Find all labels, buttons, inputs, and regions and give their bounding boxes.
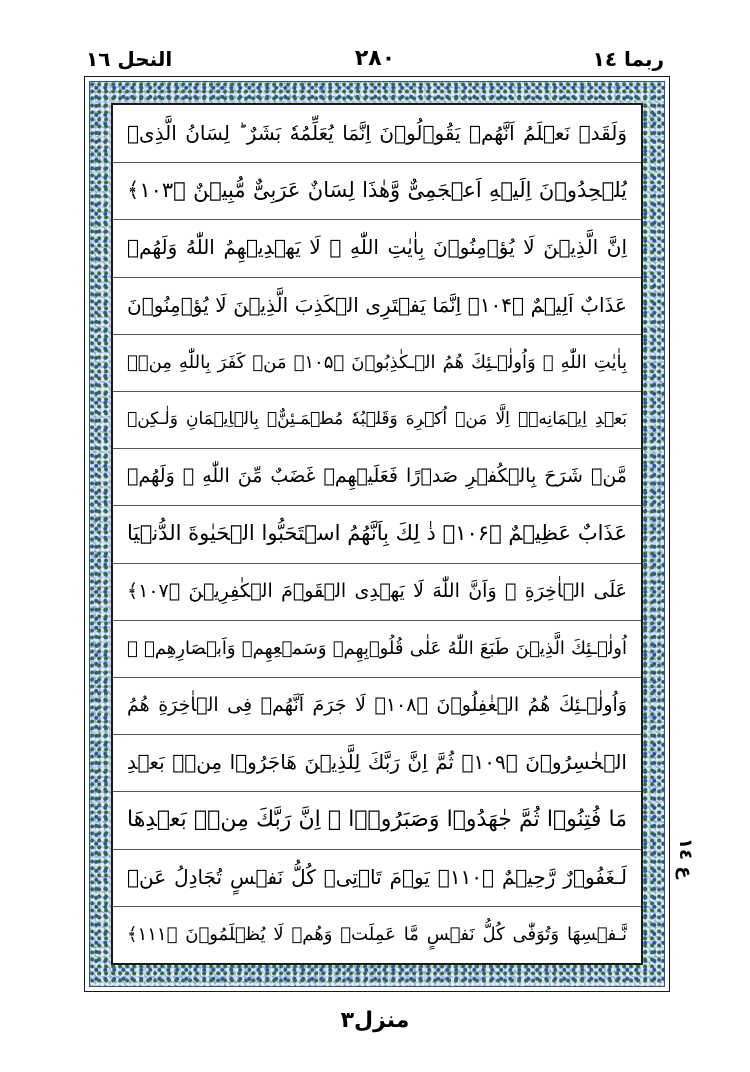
line-divider [113, 162, 641, 163]
page-number: ٢٨٠ [354, 46, 396, 71]
verse-lines [113, 105, 641, 963]
verse-line: اُولٰۤـئِكَ الَّذِيۡنَ طَبَعَ اللّٰهُ عَلٰى قُلُوۡبِهِمۡ وَسَمۡعِهِمۡ وَاَبۡصَارِهِمۡ ۚ [127, 637, 627, 659]
text-panel [111, 103, 643, 965]
verse-line: نَّـفۡسِهَا وَتُوَفّٰى كُلُّ نَفۡسٍ مَّا عَمِلَتۡ وَهُمۡ لَا يُظۡلَمُوۡنَ ﴿۱۱۱﴾ [127, 923, 627, 945]
surah-name-header: النحل ١٦ [86, 47, 173, 71]
line-divider [113, 734, 641, 735]
decorative-border [89, 81, 665, 987]
line-divider [113, 620, 641, 621]
verse-line: وَاُولٰۤـئِكَ هُمُ الۡغٰفِلُوۡنَ ﴿۱۰۸﴾ لَا جَرَمَ اَنَّهُمۡ فِى الۡاٰخِرَةِ هُمُ [127, 694, 627, 716]
verse-line: مَا فُتِنُوۡا ثُمَّ جٰهَدُوۡا وَصَبَرُوۡۤا ۙ اِنَّ رَبَّكَ مِنۡۢ بَعۡدِهَا [127, 807, 627, 833]
line-divider [113, 849, 641, 850]
line-divider [113, 906, 641, 907]
verse-line: بِاٰيٰتِ اللّٰهِ ۚ وَاُولٰۤـئِكَ هُمُ الۡـكٰذِبُوۡنَ ﴿۱۰۵﴾ مَنۡ كَفَرَ بِاللّٰهِ مِنۡۢ [127, 351, 627, 373]
line-divider [113, 563, 641, 564]
line-divider [113, 219, 641, 220]
line-divider [113, 391, 641, 392]
juz-name-header: ربما ١٤ [592, 47, 664, 71]
verse-line: مَّنۡ شَرَحَ بِالۡكُفۡرِ صَدۡرًا فَعَلَيۡهِمۡ غَضَبٌ مِّنَ اللّٰهِ ۚ وَلَهُمۡ [127, 465, 627, 488]
line-divider [113, 791, 641, 792]
verse-line: عَذَابٌ عَظِيۡمٌ ﴿۱۰۶﴾ ذٰ لِكَ بِاَنَّهُمُ اسۡتَحَبُّوا الۡحَيٰوةَ الدُّنۡيَا [127, 521, 627, 546]
line-divider [113, 334, 641, 335]
verse-line: بَعۡدِ اِيۡمَانِهٖۤ اِلَّا مَنۡ اُكۡرِهَ وَقَلۡبُهٗ مُطۡمَـئِنٌّۢ بِالۡاِيۡمَانِ وَلٰـكِنۡ [127, 409, 627, 429]
manzil-footer: منزل٣ [340, 1008, 410, 1033]
verse-line: عَذَابٌ اَلِيۡمٌ ﴿۱۰۴﴾ اِنَّمَا يَفۡتَرِى الۡكَذِبَ الَّذِيۡنَ لَا يُؤۡمِنُوۡنَ [127, 292, 627, 317]
verse-line: عَلَى الۡاٰخِرَةِ ۙ وَاَنَّ اللّٰهَ لَا يَهۡدِى الۡقَوۡمَ الۡكٰفِرِيۡنَ ﴿۱۰۷﴾ [127, 579, 627, 602]
line-divider [113, 505, 641, 506]
verse-line: اِنَّ الَّذِيۡنَ لَا يُؤۡمِنُوۡنَ بِاٰيٰتِ اللّٰهِ ۙ لَا يَهۡدِيۡهِمُ اللّٰهُ وَلَهُمۡ [127, 235, 627, 260]
ruku-marker: ع ١٤ [675, 838, 696, 879]
verse-line: لَـغَفُوۡرٌ رَّحِيۡمٌ ﴿۱۱۰﴾ يَوۡمَ تَاۡتِىۡ كُلُّ نَفۡسٍ تُجَادِلُ عَنۡ [127, 864, 627, 889]
page-frame [84, 76, 670, 992]
line-divider [113, 677, 641, 678]
verse-line: يُلۡحِدُوۡنَ اِلَيۡهِ اَعۡجَمِىٌّ وَّهٰذَا لِسَانٌ عَرَبِىٌّ مُّبِيۡنٌ ﴿۱۰۳﴾ [127, 178, 627, 203]
verse-line: وَلَقَدۡ نَعۡلَمُ اَنَّهُمۡ يَقُوۡلُوۡنَ اِنَّمَا يُعَلِّمُهٗ بَشَرٌ ؕ لِسَانُ الَّذِىۡ [127, 121, 627, 145]
verse-line: الۡخٰسِرُوۡنَ ﴿۱۰۹﴾ ثُمَّ اِنَّ رَبَّكَ لِلَّذِيۡنَ هَاجَرُوۡا مِنۡۢ بَعۡدِ [127, 750, 627, 775]
line-divider [113, 277, 641, 278]
line-divider [113, 448, 641, 449]
